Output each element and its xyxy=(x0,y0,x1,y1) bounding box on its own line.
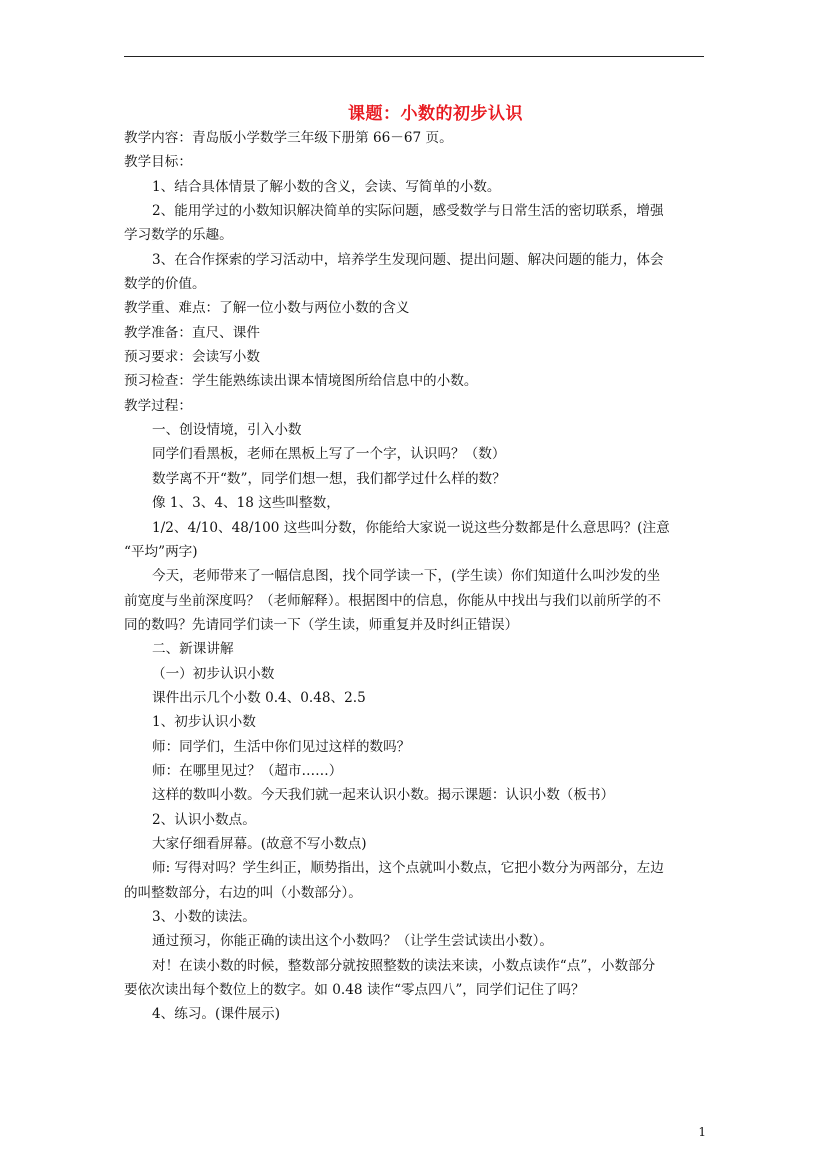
text-line: 同的数吗？先请同学们读一下（学生读，师重复并及时纠正错误） xyxy=(124,616,519,633)
text-line: 3、在合作探索的学习活动中，培养学生发现问题、提出问题、解决问题的能力，体会 xyxy=(152,251,664,268)
text-line: 1/2、4/10、48/100 这些叫分数，你能给大家说一说这些分数都是什么意思吗？(注意 xyxy=(152,519,670,536)
text-line: 师: 写得对吗？学生纠正，顺势指出，这个点就叫小数点，它把小数分为两部分，左边 xyxy=(152,860,664,877)
text-line: 一、创设情境，引入小数 xyxy=(152,422,302,439)
header-rule xyxy=(124,56,704,57)
text-line: 同学们看黑板，老师在黑板上写了一个字，认识吗？（数） xyxy=(152,446,506,463)
text-line: 这样的数叫小数。今天我们就一起来认识小数。揭示课题：认识小数（板书） xyxy=(152,787,615,804)
text-line: 2、认识小数点。 xyxy=(152,811,256,828)
text-line: 教学准备：直尺、课件 xyxy=(124,324,260,341)
text-line: 要依次读出每个数位上的数字。如 0.48 读作“零点四八”，同学们记住了吗？ xyxy=(124,982,585,999)
text-line: 像 1、3、4、18 这些叫整数， xyxy=(152,495,340,512)
text-line: 预习要求：会读写小数 xyxy=(124,349,260,366)
text-line: 前宽度与坐前深度吗？（老师解释）。根据图中的信息，你能从中找出与我们以前所学的不 xyxy=(124,592,661,609)
document-title: 课题：小数的初步认识 xyxy=(348,104,523,124)
text-line: 教学重、难点：了解一位小数与两位小数的含义 xyxy=(124,300,410,317)
text-line: 的叫整数部分，右边的叫（小数部分）。 xyxy=(124,884,362,901)
text-line: 教学过程： xyxy=(124,397,192,414)
text-line: 3、小数的读法。 xyxy=(152,909,256,925)
text-line: 今天，老师带来了一幅信息图，找个同学读一下，(学生读）你们知道什么叫沙发的坐 xyxy=(152,568,661,585)
text-line: 通过预习，你能正确的读出这个小数吗？（让学生尝试读出小数）。 xyxy=(152,933,554,950)
text-line: 师：在哪里见过？（超市……） xyxy=(152,762,343,779)
text-line: 预习检查：学生能熟练读出课本情境图所给信息中的小数。 xyxy=(124,373,478,390)
text-line: 对！在读小数的时候，整数部分就按照整数的读法来读，小数点读作“点”，小数部分 xyxy=(152,957,656,974)
text-line: 课件出示几个小数 0.4、0.48、2.5 xyxy=(152,689,366,706)
text-line: 1、初步认识小数 xyxy=(152,714,256,731)
text-line: “平均”两字) xyxy=(124,543,198,560)
text-line: 二、新课讲解 xyxy=(152,641,234,658)
text-line: 教学内容：青岛版小学数学三年级下册第 66－67 页。 xyxy=(124,130,453,146)
document-body xyxy=(124,126,706,1027)
page-number: 1 xyxy=(698,1125,706,1139)
text-line: 教学目标： xyxy=(124,154,192,171)
text-line: （一）初步认识小数 xyxy=(152,665,275,682)
text-line: 4、练习。(课件展示) xyxy=(152,1006,281,1023)
text-line: 学习数学的乐趣。 xyxy=(124,227,233,244)
text-line: 师：同学们，生活中你们见过这样的数吗？ xyxy=(152,738,411,755)
text-line: 1、结合具体情景了解小数的含义，会读、写简单的小数。 xyxy=(152,178,501,195)
text-line: 数学的价值。 xyxy=(124,276,206,293)
text-line: 大家仔细看屏幕。(故意不写小数点) xyxy=(152,835,367,852)
text-line: 2、能用学过的小数知识解决简单的实际问题，感受数学与日常生活的密切联系，增强 xyxy=(152,203,664,220)
text-line: 数学离不开“数”，同学们想一想，我们都学过什么样的数？ xyxy=(152,470,506,487)
